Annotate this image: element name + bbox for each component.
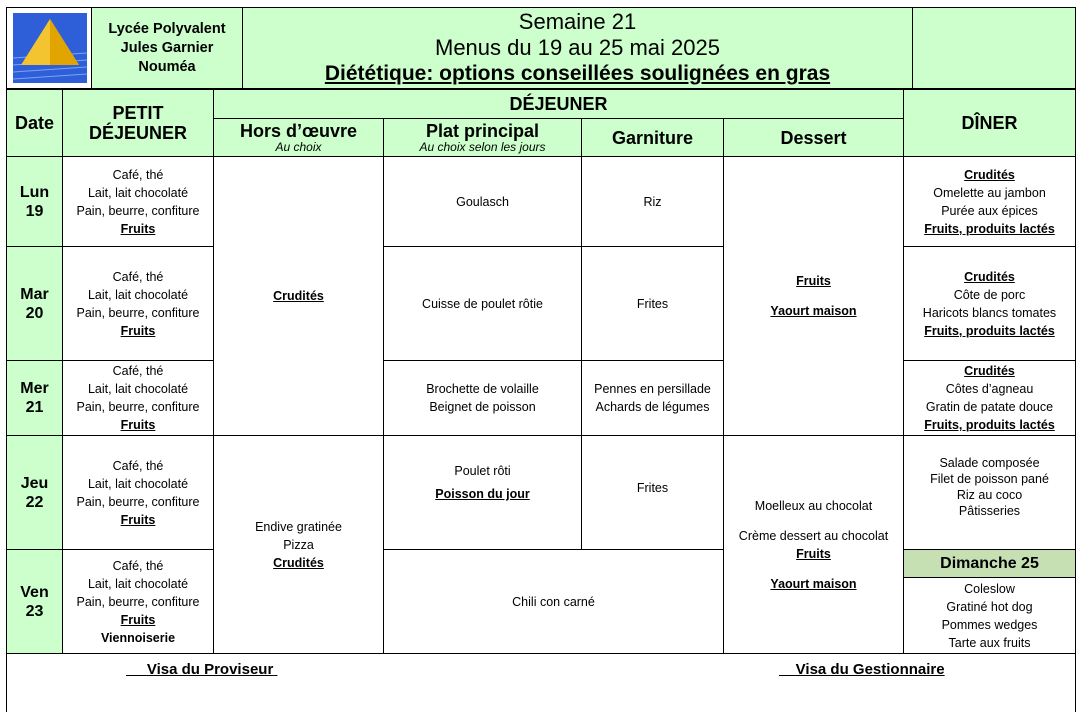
starter-item: Endive gratinée: [255, 519, 342, 534]
school-line-3: Nouméa: [138, 58, 196, 75]
dinner-item: Gratiné hot dog: [946, 599, 1033, 614]
school-line-1: Lycée Polyvalent: [108, 20, 226, 37]
side-item: Pennes en persillade: [594, 382, 711, 396]
dinner-item: Coleslow: [964, 581, 1015, 596]
date-cell-thu: [6, 435, 63, 550]
day-number: 23: [25, 602, 44, 620]
sunday-header: [903, 549, 1076, 578]
breakfast-fruits: Fruits: [120, 323, 156, 338]
main-item: Poulet rôti: [454, 464, 511, 478]
dinner-item: Crudités: [964, 269, 1015, 284]
sunday-label: Dimanche 25: [940, 554, 1039, 572]
breakfast-line: Pain, beurre, confiture: [76, 203, 200, 218]
day-name: Jeu: [20, 474, 49, 492]
breakfast-line: Pain, beurre, confiture: [76, 400, 200, 414]
date-cell-mon: [6, 156, 63, 247]
starter-cell-mon-wed: [213, 156, 384, 436]
school-name: [91, 7, 243, 89]
breakfast-line: Pain, beurre, confiture: [76, 494, 200, 509]
breakfast-line: Lait, lait chocolaté: [87, 476, 189, 491]
dessert-cell-thu-fri: [723, 435, 904, 654]
side-cell-thu: [581, 435, 724, 550]
visa-gestionnaire-label: Visa du Gestionnaire: [795, 661, 945, 678]
breakfast-fruits: Fruits: [120, 612, 156, 627]
title-block: [242, 7, 913, 89]
side-cell-mon: [581, 156, 724, 247]
dinner-item: Pâtisseries: [958, 503, 1021, 518]
day-number: 21: [25, 399, 44, 416]
side-item: Achards de légumes: [595, 400, 710, 414]
week-title: Semaine 21: [518, 9, 637, 34]
lunch-header: [213, 89, 904, 119]
breakfast-cell-wed: [62, 360, 214, 436]
main-cell-mon: [383, 156, 582, 247]
date-cell-wed: [6, 360, 63, 436]
lunch-header-label: DÉJEUNER: [509, 94, 608, 114]
dinner-item: Pommes wedges: [941, 617, 1038, 632]
side-cell-wed: [581, 360, 724, 436]
dinner-item: Fruits, produits lactés: [924, 323, 1055, 338]
breakfast-header: [62, 89, 214, 157]
dessert-item: Crème dessert au chocolat: [738, 528, 889, 543]
breakfast-line: Lait, lait chocolaté: [87, 287, 189, 302]
dessert-item: Fruits: [796, 546, 831, 561]
breakfast-line: Café, thé: [112, 458, 164, 473]
dinner-item: Tarte aux fruits: [948, 635, 1031, 650]
breakfast-cell-mon: [62, 156, 214, 247]
main-cell-thu: [383, 435, 582, 550]
side-header-label: Garniture: [611, 127, 694, 148]
main-cell-wed: [383, 360, 582, 436]
visa-gestionnaire: [779, 661, 945, 678]
breakfast-fruits: Fruits: [120, 418, 156, 432]
dinner-item: Haricots blancs tomates: [922, 305, 1057, 320]
dinner-item: Fruits, produits lactés: [924, 221, 1055, 236]
breakfast-line: Café, thé: [112, 167, 164, 182]
day-name: Mer: [20, 380, 49, 397]
breakfast-line: Lait, lait chocolaté: [87, 185, 189, 200]
dinner-item: Côte de porc: [953, 287, 1026, 302]
breakfast-line: Lait, lait chocolaté: [87, 382, 189, 396]
breakfast-header-line1: PETIT: [112, 103, 164, 123]
side-item: Riz: [643, 194, 662, 209]
breakfast-line: Café, thé: [112, 364, 164, 378]
breakfast-line: Pain, beurre, confiture: [76, 594, 200, 609]
dinner-item: Crudités: [964, 364, 1015, 378]
diet-note: Diététique: options conseillées soulignées en gras: [324, 62, 831, 85]
main-header-sub: Au choix selon les jours: [419, 140, 546, 154]
school-logo-icon: [13, 13, 87, 83]
starter-header-label: Hors d’œuvre: [239, 121, 358, 141]
breakfast-line: Pain, beurre, confiture: [76, 305, 200, 320]
starter-item: Pizza: [283, 537, 314, 552]
side-item: Frites: [636, 296, 669, 311]
starter-cell-thu-fri: [213, 435, 384, 654]
breakfast-fruits: Fruits: [120, 512, 156, 527]
dinner-cell-tue: [903, 246, 1076, 361]
main-item: Chili con carné: [512, 594, 595, 609]
starter-header-sub: Au choix: [275, 140, 322, 154]
dinner-item: Purée aux épices: [941, 203, 1038, 218]
visa-proviseur-label: Visa du Proviseur: [146, 661, 274, 678]
day-number: 19: [25, 202, 44, 220]
day-number: 20: [25, 304, 44, 322]
dates-title: Menus du 19 au 25 mai 2025: [435, 35, 720, 60]
dinner-header: [903, 89, 1076, 157]
starter-header: [213, 118, 384, 157]
day-name: Ven: [20, 583, 49, 601]
starter-item: Crudités: [273, 555, 324, 570]
dinner-item: Riz au coco: [956, 487, 1023, 502]
breakfast-line: Lait, lait chocolaté: [87, 576, 189, 591]
dessert-item: Moelleux au chocolat: [754, 498, 873, 513]
side-cell-tue: [581, 246, 724, 361]
breakfast-cell-thu: [62, 435, 214, 550]
dessert-header-label: Dessert: [780, 127, 847, 148]
breakfast-cell-tue: [62, 246, 214, 361]
dinner-cell-sun: [903, 577, 1076, 654]
main-item: Brochette de volaille: [426, 382, 539, 396]
main-item: Goulasch: [456, 194, 509, 209]
breakfast-cell-fri: [62, 549, 214, 654]
school-line-2: Jules Garnier: [120, 39, 214, 56]
dinner-cell-mon: [903, 156, 1076, 247]
dinner-cell-thu: [903, 435, 1076, 550]
main-cell-fri: [383, 549, 724, 654]
main-header-label: Plat principal: [425, 121, 540, 141]
main-item: Beignet de poisson: [429, 400, 536, 414]
breakfast-header-line2: DÉJEUNER: [88, 123, 188, 143]
dessert-header: [723, 118, 904, 157]
dinner-item: Filet de poisson pané: [930, 471, 1049, 486]
dinner-item: Côtes d’agneau: [945, 382, 1034, 396]
date-header-label: Date: [14, 113, 54, 133]
day-number: 22: [25, 493, 44, 511]
dinner-item: Fruits, produits lactés: [924, 418, 1055, 432]
dinner-item: Omelette au jambon: [933, 185, 1046, 200]
visa-proviseur: [126, 661, 277, 678]
breakfast-line: Café, thé: [112, 558, 164, 573]
breakfast-line: Café, thé: [112, 269, 164, 284]
breakfast-fruits: Fruits: [120, 221, 156, 236]
side-item: Frites: [636, 480, 669, 495]
date-cell-fri: [6, 549, 63, 654]
dinner-cell-wed: [903, 360, 1076, 436]
breakfast-extra: Viennoiserie: [100, 630, 176, 645]
dessert-item: Fruits: [796, 274, 831, 288]
main-item: Poisson du jour: [435, 487, 530, 501]
main-header: [383, 118, 582, 157]
dinner-item: Gratin de patate douce: [925, 400, 1054, 414]
dinner-header-label: DÎNER: [961, 113, 1018, 133]
date-header: [6, 89, 63, 157]
starter-crudites: Crudités: [273, 289, 324, 303]
dessert-item: Yaourt maison: [770, 576, 857, 591]
day-name: Mar: [20, 285, 49, 303]
day-name: Lun: [19, 183, 50, 201]
side-header: [581, 118, 724, 157]
dessert-cell-mon-wed: [723, 156, 904, 436]
dinner-item: Salade composée: [939, 455, 1040, 470]
title-right-cell: [912, 7, 1076, 89]
main-item: Cuisse de poulet rôtie: [422, 296, 543, 311]
main-cell-tue: [383, 246, 582, 361]
logo-cell: [6, 7, 92, 89]
dessert-item: Yaourt maison: [770, 304, 857, 318]
dinner-item: Crudités: [964, 167, 1015, 182]
date-cell-tue: [6, 246, 63, 361]
